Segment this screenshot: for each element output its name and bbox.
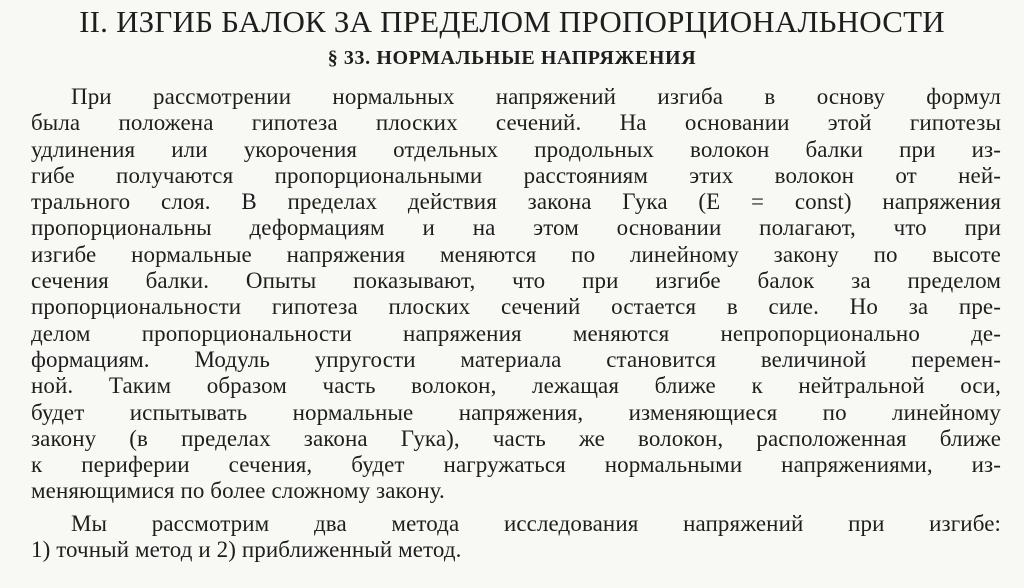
paragraph-1-line: к периферии сечения, будет нагружаться нормальными напряжениями, из- bbox=[31, 452, 1001, 478]
paragraph-1-line: меняющимися по более сложному закону. bbox=[31, 478, 445, 504]
paragraph-1-line: была положена гипотеза плоских сечений. На основании этой гипотезы bbox=[31, 110, 1001, 136]
paragraph-1-line: пропорциональности гипотеза плоских сечений остается в силе. Но за пре- bbox=[31, 294, 1001, 320]
paragraph-1-line: гибе получаются пропорциональными расстояниям этих волокон от ней- bbox=[31, 162, 1001, 188]
paragraph-1-line: будет испытывать нормальные напряжения, изменяющиеся по линейному bbox=[31, 399, 1001, 425]
paragraph-1-line: формациям. Модуль упругости материала становится величиной перемен- bbox=[31, 346, 1001, 372]
paragraph-1-line: ной. Таким образом часть волокон, лежащая ближе к нейтральной оси, bbox=[31, 373, 1001, 399]
paragraph-1-line: закону (в пределах закона Гука), часть же волокон, расположенная ближе bbox=[31, 425, 1001, 451]
paragraph-1-line: трального слоя. В пределах действия закона Гука (E = const) напряжения bbox=[31, 189, 1001, 215]
section-title: § 33. НОРМАЛЬНЫЕ НАПРЯЖЕНИЯ bbox=[327, 47, 697, 69]
paragraph-1-line: При рассмотрении нормальных напряжений изгиба в основу формул bbox=[71, 84, 1001, 109]
paragraph-1-line: изгибе нормальные напряжения меняются по линейному закону по высоте bbox=[31, 241, 1001, 267]
paragraph-1-line: сечения балки. Опыты показывают, что при изгибе балок за пределом bbox=[31, 268, 1001, 294]
paragraph-1-line: делом пропорциональности напряжения меняются непропорционально де- bbox=[31, 320, 1001, 346]
paragraph-2-line: 1) точный метод и 2) приближенный метод. bbox=[31, 537, 462, 563]
paragraph-1-line: удлинения или укорочения отдельных продольных волокон балки при из- bbox=[31, 136, 1001, 162]
chapter-title: II. ИЗГИБ БАЛОК ЗА ПРЕДЕЛОМ ПРОПОРЦИОНАЛЬНОСТИ bbox=[79, 4, 945, 39]
paragraph-1-line: пропорциональны деформациям и на этом основании полагают, что при bbox=[31, 215, 1001, 241]
paragraph-2-line: Мы рассмотрим два метода исследования напряжений при изгибе: bbox=[71, 510, 1001, 536]
body-text bbox=[31, 84, 1001, 563]
